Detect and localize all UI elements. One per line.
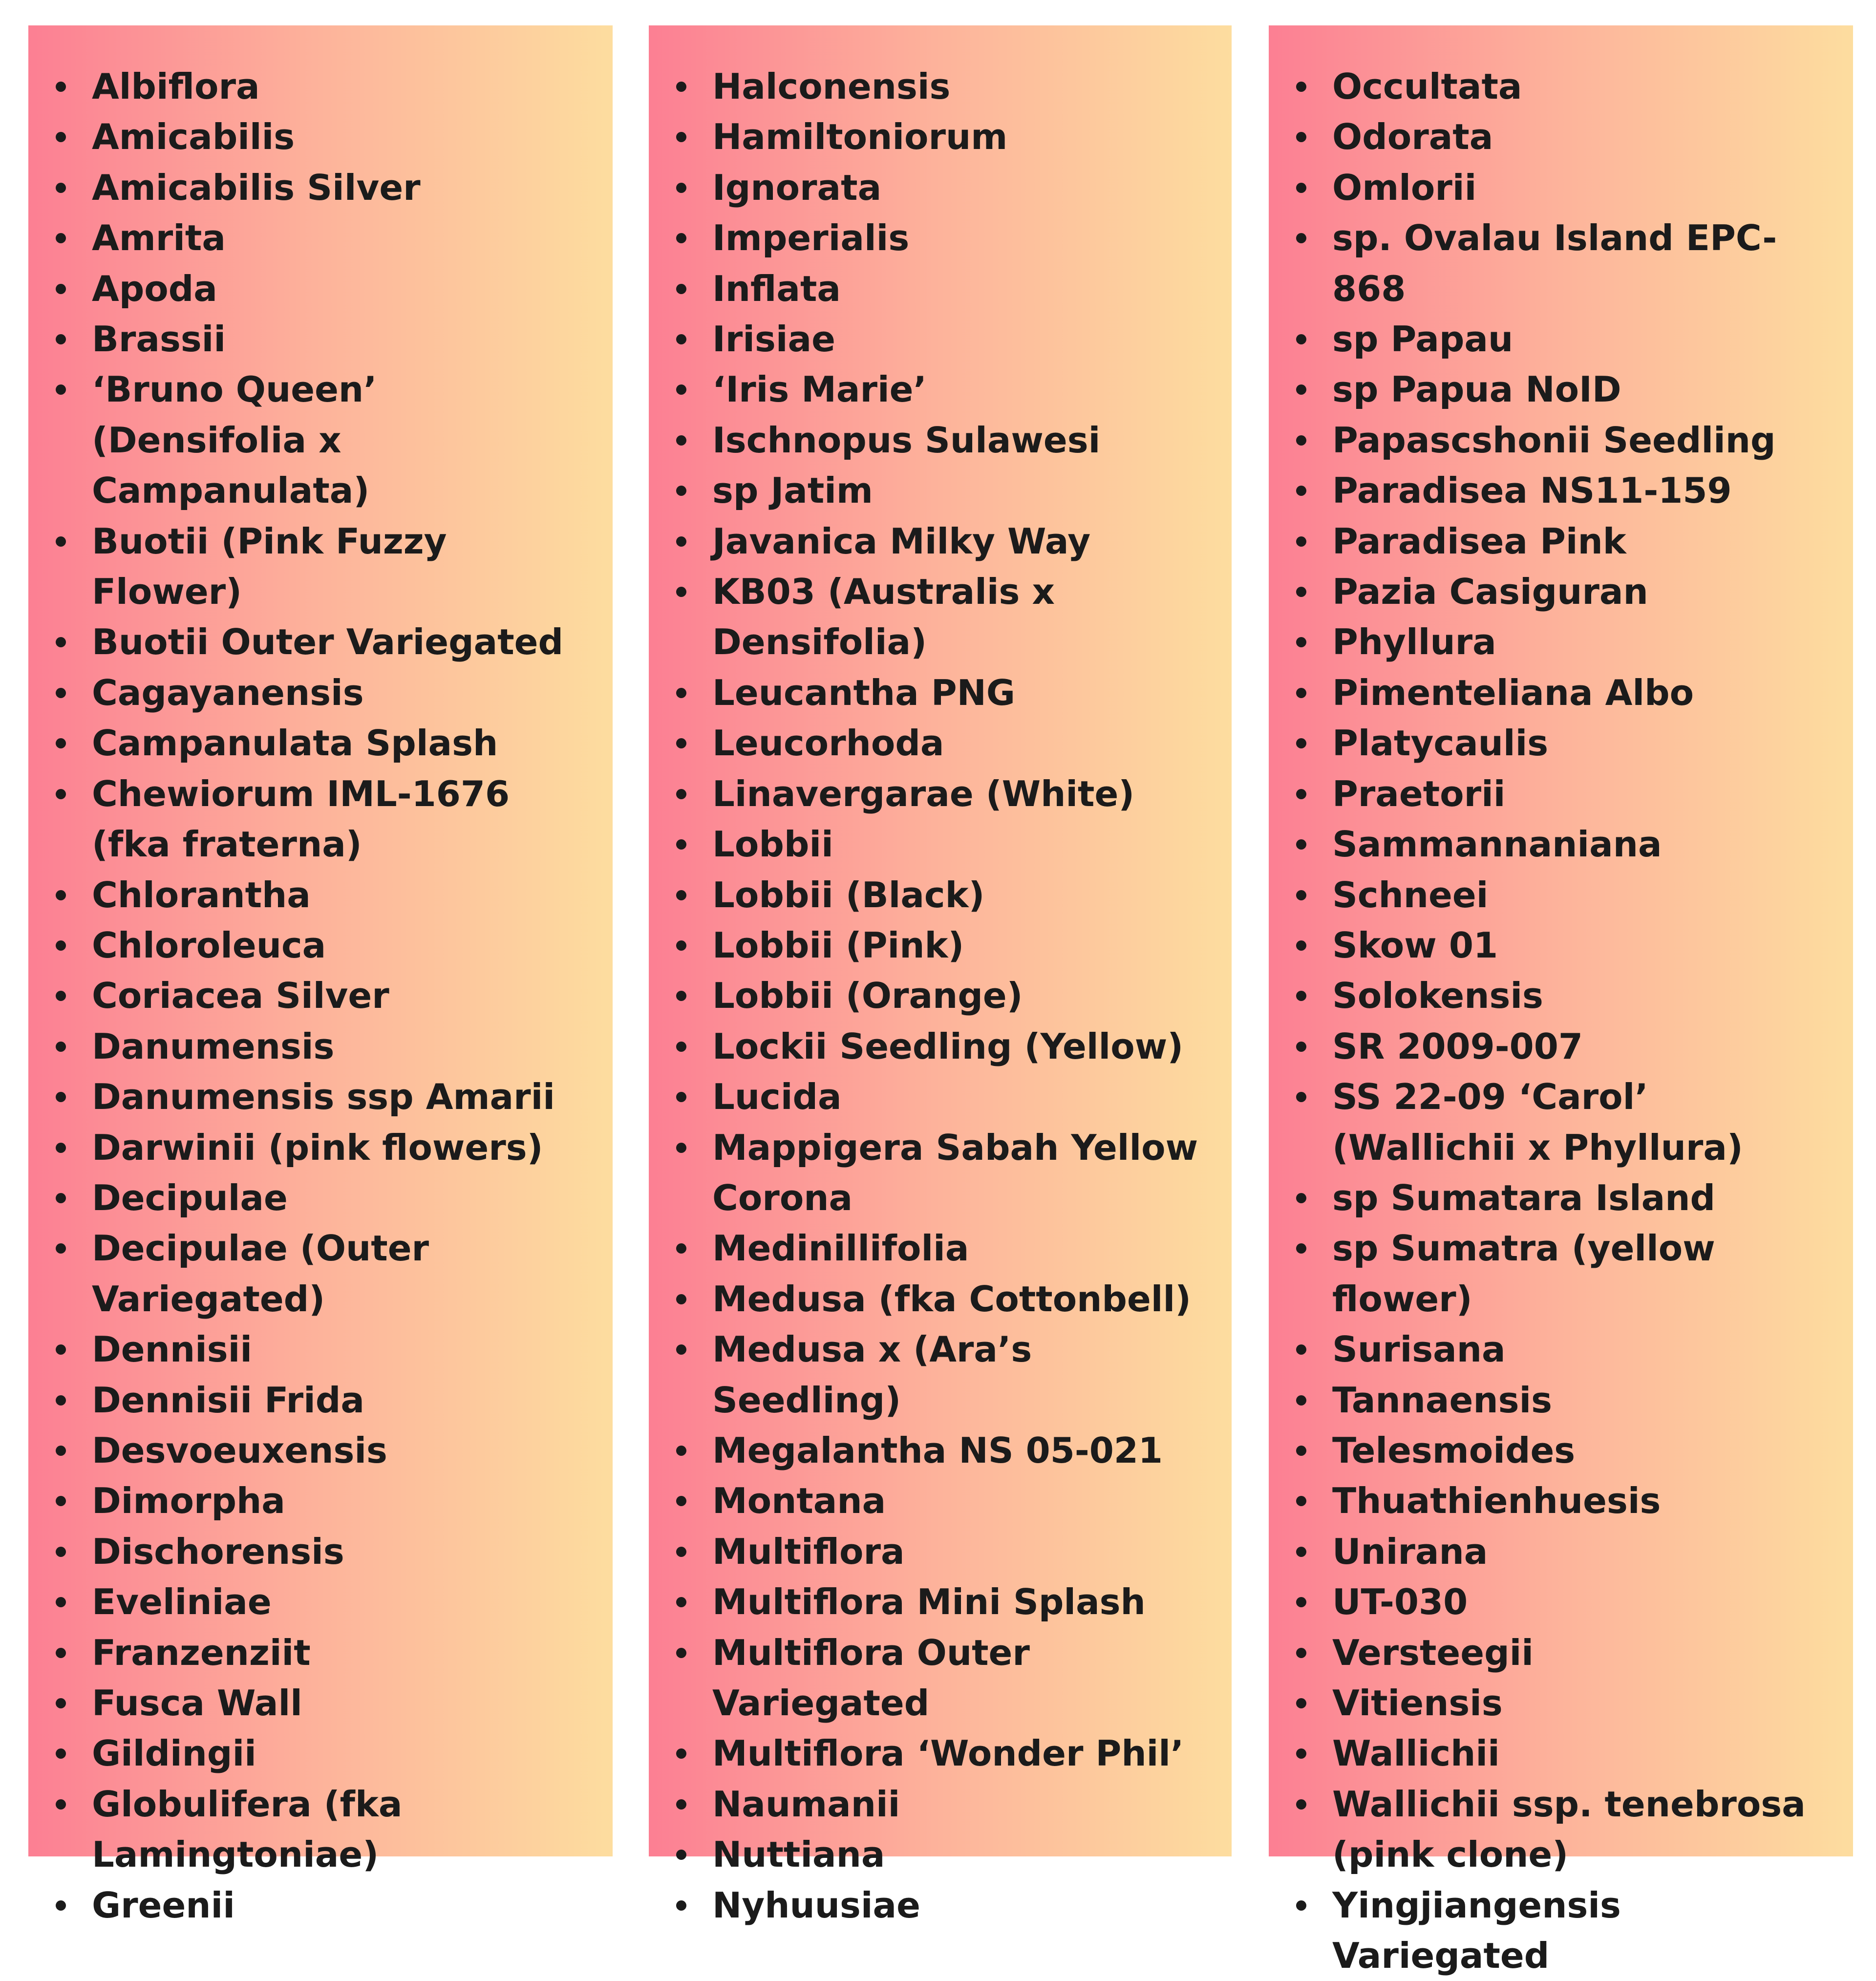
bullet-icon xyxy=(676,587,686,597)
list-item-text: Medusa x (Ara’s Seedling) xyxy=(712,1329,1032,1421)
list-item xyxy=(649,1880,1214,1931)
list-item-text: ‘Iris Marie’ xyxy=(712,369,927,410)
list-item xyxy=(649,1223,1214,1274)
bullet-icon xyxy=(56,1193,66,1203)
list-item-text: Telesmoides xyxy=(1332,1429,1576,1471)
list-item-text: Wallichii xyxy=(1332,1733,1500,1774)
list-item xyxy=(28,314,595,364)
list-item xyxy=(1269,516,1835,567)
bullet-icon xyxy=(56,688,66,698)
list-item-text: Lobbii xyxy=(712,824,833,865)
bullet-list-3 xyxy=(1269,62,1835,1981)
bullet-icon xyxy=(56,789,66,799)
list-item-text: Ignorata xyxy=(712,167,882,208)
list-item-text: Wallichii ssp. tenebrosa (pink clone) xyxy=(1332,1783,1806,1875)
bullet-icon xyxy=(676,839,686,850)
list-item-text: Brassii xyxy=(92,319,226,360)
bullet-icon xyxy=(676,435,686,446)
list-item-text: Praetorii xyxy=(1332,773,1506,814)
list-item xyxy=(649,870,1214,920)
list-item xyxy=(28,1022,595,1072)
bullet-icon xyxy=(676,1042,686,1052)
list-item xyxy=(649,1426,1214,1476)
bullet-icon xyxy=(1296,738,1306,748)
list-item xyxy=(1269,920,1835,971)
bullet-icon xyxy=(676,1547,686,1557)
bullet-icon xyxy=(56,1698,66,1708)
list-item xyxy=(1269,971,1835,1021)
bullet-icon xyxy=(676,991,686,1001)
list-item-text: Medinillifolia xyxy=(712,1228,969,1269)
bullet-icon xyxy=(1296,789,1306,799)
list-item-text: Pimenteliana Albo xyxy=(1332,672,1694,713)
list-item-text: Coriacea Silver xyxy=(92,975,389,1017)
list-item-text: sp Papau xyxy=(1332,319,1514,360)
list-item-text: Cagayanensis xyxy=(92,672,364,713)
list-item-text: sp Sumatara Island xyxy=(1332,1177,1716,1218)
list-item xyxy=(28,364,595,516)
bullet-icon xyxy=(676,789,686,799)
list-item-text: Linavergarae (White) xyxy=(712,773,1135,814)
list-item-text: Globulifera (fka Lamingtoniae) xyxy=(92,1783,403,1875)
bullet-icon xyxy=(56,637,66,647)
bullet-icon xyxy=(1296,1344,1306,1355)
list-item xyxy=(649,1728,1214,1779)
list-item xyxy=(649,314,1214,364)
list-item-text: Paradisea Pink xyxy=(1332,520,1626,562)
bullet-icon xyxy=(1296,890,1306,900)
list-item xyxy=(28,1223,595,1324)
list-item-text: Mappigera Sabah Yellow Corona xyxy=(712,1127,1198,1218)
bullet-icon xyxy=(676,536,686,547)
bullet-icon xyxy=(676,940,686,951)
list-item xyxy=(1269,1678,1835,1728)
bullet-icon xyxy=(1296,1092,1306,1102)
bullet-icon xyxy=(56,1446,66,1456)
list-item-text: Odorata xyxy=(1332,116,1493,158)
bullet-icon xyxy=(676,82,686,92)
bullet-icon xyxy=(676,183,686,193)
list-item xyxy=(649,1779,1214,1830)
list-item xyxy=(1269,1577,1835,1627)
list-item xyxy=(28,1779,595,1880)
list-item xyxy=(1269,415,1835,466)
list-item-text: Occultata xyxy=(1332,66,1522,107)
bullet-icon xyxy=(676,1850,686,1860)
list-item xyxy=(649,971,1214,1021)
list-item xyxy=(649,567,1214,668)
bullet-icon xyxy=(1296,991,1306,1001)
list-item xyxy=(28,971,595,1021)
bullet-icon xyxy=(1296,1648,1306,1658)
bullet-icon xyxy=(56,1799,66,1810)
bullet-icon xyxy=(1296,637,1306,647)
list-item-text: KB03 (Australis x Densifolia) xyxy=(712,571,1055,663)
list-item-text: SS 22-09 ‘Carol’ (Wallichii x Phyllura) xyxy=(1332,1076,1743,1168)
bullet-icon xyxy=(1296,132,1306,142)
list-item-text: Inflata xyxy=(712,268,841,309)
list-item xyxy=(28,1678,595,1728)
list-item xyxy=(649,1476,1214,1526)
bullet-icon xyxy=(1296,1799,1306,1810)
list-item-text: Hamiltoniorum xyxy=(712,116,1008,158)
list-item xyxy=(28,718,595,768)
list-item xyxy=(649,819,1214,870)
bullet-icon xyxy=(56,1496,66,1506)
list-item-text: Amicabilis xyxy=(92,116,295,158)
list-item xyxy=(28,213,595,263)
list-item-text: Versteegii xyxy=(1332,1632,1534,1673)
list-item xyxy=(1269,1628,1835,1678)
bullet-icon xyxy=(1296,1698,1306,1708)
list-item-text: Solokensis xyxy=(1332,975,1543,1017)
bullet-icon xyxy=(56,1042,66,1052)
bullet-list-1 xyxy=(28,62,595,1931)
bullet-icon xyxy=(56,384,66,395)
bullet-icon xyxy=(676,1799,686,1810)
bullet-icon xyxy=(676,334,686,344)
list-item-text: Nyhuusiae xyxy=(712,1884,920,1926)
bullet-icon xyxy=(56,334,66,344)
list-item-text: Ischnopus Sulawesi xyxy=(712,419,1101,461)
list-item-text: Vitiensis xyxy=(1332,1683,1503,1724)
list-item xyxy=(1269,1779,1835,1880)
bullet-icon xyxy=(56,738,66,748)
list-item-text: Desvoeuxensis xyxy=(92,1429,387,1471)
list-item-text: Irisiae xyxy=(712,319,835,360)
list-item xyxy=(28,617,595,667)
list-item-text: Megalantha NS 05-021 xyxy=(712,1429,1163,1471)
bullet-icon xyxy=(676,1143,686,1153)
list-item-text: SR 2009-007 xyxy=(1332,1025,1583,1067)
list-item xyxy=(28,1072,595,1122)
list-item xyxy=(649,1123,1214,1224)
list-item-text: Unirana xyxy=(1332,1531,1488,1572)
list-item-text: Multiflora Mini Splash xyxy=(712,1581,1146,1623)
list-item xyxy=(649,415,1214,466)
list-item xyxy=(28,62,595,112)
bullet-icon xyxy=(56,1597,66,1607)
list-item-text: Leucantha PNG xyxy=(712,672,1015,713)
bullet-icon xyxy=(56,82,66,92)
list-column-1 xyxy=(28,25,613,1926)
list-item-text: Lucida xyxy=(712,1076,842,1118)
list-item xyxy=(649,1830,1214,1880)
list-item-text: Dennisii xyxy=(92,1329,253,1370)
bullet-icon xyxy=(1296,536,1306,547)
list-item xyxy=(1269,769,1835,819)
bullet-icon xyxy=(56,1748,66,1759)
bullet-icon xyxy=(676,1092,686,1102)
bullet-icon xyxy=(676,384,686,395)
list-item xyxy=(28,1880,595,1931)
bullet-icon xyxy=(676,284,686,294)
list-item xyxy=(1269,112,1835,162)
bullet-icon xyxy=(56,1344,66,1355)
list-item-text: Lockii Seedling (Yellow) xyxy=(712,1025,1184,1067)
list-item xyxy=(28,1577,595,1627)
bullet-icon xyxy=(676,1496,686,1506)
bullet-list-2 xyxy=(649,62,1214,1931)
bullet-icon xyxy=(676,1344,686,1355)
bullet-icon xyxy=(676,738,686,748)
list-item-text: Skow 01 xyxy=(1332,924,1498,966)
list-item-text: Danumensis xyxy=(92,1025,335,1067)
list-item xyxy=(649,112,1214,162)
list-item xyxy=(1269,364,1835,415)
bullet-icon xyxy=(676,233,686,243)
list-item-text: Platycaulis xyxy=(1332,723,1549,764)
list-item xyxy=(28,112,595,162)
bullet-icon xyxy=(676,486,686,496)
list-item xyxy=(649,62,1214,112)
list-item-text: Dennisii Frida xyxy=(92,1379,364,1421)
list-item xyxy=(649,1072,1214,1122)
bullet-icon xyxy=(56,233,66,243)
list-item-text: Lobbii (Pink) xyxy=(712,924,964,966)
list-item xyxy=(649,718,1214,768)
bullet-icon xyxy=(1296,334,1306,344)
bullet-icon xyxy=(1296,1243,1306,1254)
list-item xyxy=(28,1476,595,1526)
list-item-text: Decipulae xyxy=(92,1177,288,1218)
list-column-2 xyxy=(649,25,1232,1926)
list-item-text: Leucorhoda xyxy=(712,723,944,764)
list-item-text: Albiflora xyxy=(92,66,260,107)
list-item-text: Gildingii xyxy=(92,1733,256,1774)
bullet-icon xyxy=(1296,1748,1306,1759)
bullet-icon xyxy=(1296,1496,1306,1506)
bullet-icon xyxy=(56,183,66,193)
list-item-text: Decipulae (Outer Variegated) xyxy=(92,1228,429,1320)
list-item xyxy=(649,1628,1214,1729)
list-item xyxy=(649,163,1214,213)
bullet-icon xyxy=(56,1648,66,1658)
list-item-text: Thuathienhuesis xyxy=(1332,1480,1661,1522)
bullet-icon xyxy=(676,1597,686,1607)
list-item xyxy=(649,1577,1214,1627)
list-item-text: Medusa (fka Cottonbell) xyxy=(712,1278,1192,1320)
list-item xyxy=(28,1375,595,1426)
list-column-3 xyxy=(1269,25,1853,1977)
bullet-icon xyxy=(1296,1193,1306,1203)
list-item-text: Surisana xyxy=(1332,1329,1506,1370)
list-item xyxy=(28,516,595,618)
list-item-text: Naumanii xyxy=(712,1783,900,1825)
bullet-icon xyxy=(56,991,66,1001)
bullet-icon xyxy=(1296,82,1306,92)
list-item xyxy=(649,1274,1214,1324)
list-item xyxy=(28,1426,595,1476)
list-item-text: sp. Ovalau Island EPC-868 xyxy=(1332,217,1777,309)
list-item-text: Lobbii (Black) xyxy=(712,874,985,916)
list-item xyxy=(28,1628,595,1678)
bullet-icon xyxy=(1296,435,1306,446)
list-item xyxy=(1269,1728,1835,1779)
list-item xyxy=(649,920,1214,971)
list-item xyxy=(28,163,595,213)
list-item xyxy=(1269,668,1835,718)
list-item-text: ‘Bruno Queen’ (Densifolia x Campanulata) xyxy=(92,369,377,511)
list-item xyxy=(28,1324,595,1375)
bullet-icon xyxy=(56,890,66,900)
bullet-icon xyxy=(1296,1446,1306,1456)
list-item xyxy=(649,264,1214,314)
list-item-text: Danumensis ssp Amarii xyxy=(92,1076,555,1118)
list-item-text: Dimorpha xyxy=(92,1480,285,1522)
list-item xyxy=(1269,62,1835,112)
list-item xyxy=(649,769,1214,819)
list-item xyxy=(1269,1072,1835,1173)
list-item-text: Sammannaniana xyxy=(1332,824,1662,865)
list-item xyxy=(1269,213,1835,314)
list-item-text: Fusca Wall xyxy=(92,1683,302,1724)
bullet-icon xyxy=(56,1900,66,1911)
list-item xyxy=(649,213,1214,263)
list-item xyxy=(28,870,595,920)
list-item xyxy=(649,466,1214,516)
bullet-icon xyxy=(1296,1900,1306,1911)
bullet-icon xyxy=(676,132,686,142)
list-item xyxy=(1269,819,1835,870)
list-item xyxy=(1269,1223,1835,1324)
list-item-text: sp Papua NoID xyxy=(1332,369,1621,410)
list-item-text: Imperialis xyxy=(712,217,910,259)
list-item-text: Amrita xyxy=(92,217,226,259)
list-item-text: Darwinii (pink flowers) xyxy=(92,1127,543,1168)
bullet-icon xyxy=(56,1092,66,1102)
list-item xyxy=(649,364,1214,415)
bullet-icon xyxy=(56,940,66,951)
list-item-text: Multiflora xyxy=(712,1531,905,1572)
list-item-text: Amicabilis Silver xyxy=(92,167,421,208)
list-item-text: Greenii xyxy=(92,1884,235,1926)
bullet-icon xyxy=(56,536,66,547)
bullet-icon xyxy=(1296,1547,1306,1557)
list-item-text: Chloroleuca xyxy=(92,924,326,966)
list-item-text: Chlorantha xyxy=(92,874,311,916)
bullet-icon xyxy=(56,132,66,142)
list-item-text: Pazia Casiguran xyxy=(1332,571,1648,613)
list-item-text: Phyllura xyxy=(1332,621,1496,663)
list-item-text: Paradisea NS11-159 xyxy=(1332,470,1732,511)
list-item xyxy=(28,264,595,314)
list-item-text: Dischorensis xyxy=(92,1531,344,1572)
list-item xyxy=(1269,617,1835,667)
bullet-icon xyxy=(56,1243,66,1254)
bullet-icon xyxy=(676,1748,686,1759)
list-item-text: Papascshonii Seedling xyxy=(1332,419,1776,461)
bullet-icon xyxy=(676,1648,686,1658)
bullet-icon xyxy=(676,1900,686,1911)
list-item xyxy=(28,1728,595,1779)
list-item xyxy=(1269,163,1835,213)
bullet-icon xyxy=(676,688,686,698)
list-item xyxy=(1269,870,1835,920)
bullet-icon xyxy=(1296,384,1306,395)
bullet-icon xyxy=(1296,1042,1306,1052)
bullet-icon xyxy=(1296,1597,1306,1607)
bullet-icon xyxy=(676,1446,686,1456)
list-item xyxy=(1269,1880,1835,1981)
list-item-text: Yingjiangensis Variegated xyxy=(1332,1884,1621,1977)
list-item-text: Halconensis xyxy=(712,66,951,107)
list-item-text: UT-030 xyxy=(1332,1581,1468,1623)
list-item xyxy=(28,769,595,870)
list-item-text: Apoda xyxy=(92,268,217,309)
list-item-text: Eveliniae xyxy=(92,1581,272,1623)
list-item xyxy=(1269,1527,1835,1577)
list-item-text: Franzenziit xyxy=(92,1632,311,1673)
bullet-icon xyxy=(56,1143,66,1153)
list-item xyxy=(649,1324,1214,1426)
list-item-text: Campanulata Splash xyxy=(92,723,498,764)
list-item xyxy=(1269,1375,1835,1426)
bullet-icon xyxy=(56,1547,66,1557)
list-item-text: Javanica Milky Way xyxy=(712,520,1091,562)
bullet-icon xyxy=(676,890,686,900)
list-item-text: Multiflora ‘Wonder Phil’ xyxy=(712,1733,1184,1774)
list-item xyxy=(649,516,1214,567)
list-item-text: Buotii Outer Variegated xyxy=(92,621,564,663)
list-item-text: Omlorii xyxy=(1332,167,1477,208)
list-item xyxy=(649,1022,1214,1072)
list-item xyxy=(1269,314,1835,364)
list-item-text: Lobbii (Orange) xyxy=(712,975,1023,1017)
list-item xyxy=(1269,1022,1835,1072)
list-item xyxy=(28,1173,595,1223)
list-item-text: Chewiorum IML-1676 (fka fraterna) xyxy=(92,773,510,865)
bullet-icon xyxy=(1296,688,1306,698)
bullet-icon xyxy=(1296,839,1306,850)
list-item-text: Tannaensis xyxy=(1332,1379,1552,1421)
list-item-text: sp Jatim xyxy=(712,470,873,511)
list-item xyxy=(649,668,1214,718)
list-item xyxy=(1269,718,1835,768)
bullet-icon xyxy=(1296,1395,1306,1406)
list-item xyxy=(28,1527,595,1577)
list-item xyxy=(28,668,595,718)
list-item xyxy=(1269,1476,1835,1526)
list-item xyxy=(649,1527,1214,1577)
list-item-text: Buotii (Pink Fuzzy Flower) xyxy=(92,520,447,613)
list-item-text: Montana xyxy=(712,1480,886,1522)
bullet-icon xyxy=(676,1243,686,1254)
list-item xyxy=(1269,1324,1835,1375)
list-item xyxy=(28,920,595,971)
list-item xyxy=(1269,1173,1835,1223)
bullet-icon xyxy=(676,1294,686,1304)
list-item-text: Nuttiana xyxy=(712,1834,885,1875)
list-item xyxy=(28,1123,595,1173)
list-item-text: Multiflora Outer Variegated xyxy=(712,1632,1030,1724)
bullet-icon xyxy=(1296,940,1306,951)
bullet-icon xyxy=(1296,587,1306,597)
bullet-icon xyxy=(56,284,66,294)
bullet-icon xyxy=(1296,183,1306,193)
list-item xyxy=(1269,1426,1835,1476)
bullet-icon xyxy=(1296,486,1306,496)
list-item-text: sp Sumatra (yellow flower) xyxy=(1332,1228,1715,1320)
list-item xyxy=(1269,466,1835,516)
list-item-text: Schneei xyxy=(1332,874,1489,916)
bullet-icon xyxy=(56,1395,66,1406)
list-item xyxy=(1269,567,1835,617)
bullet-icon xyxy=(1296,233,1306,243)
